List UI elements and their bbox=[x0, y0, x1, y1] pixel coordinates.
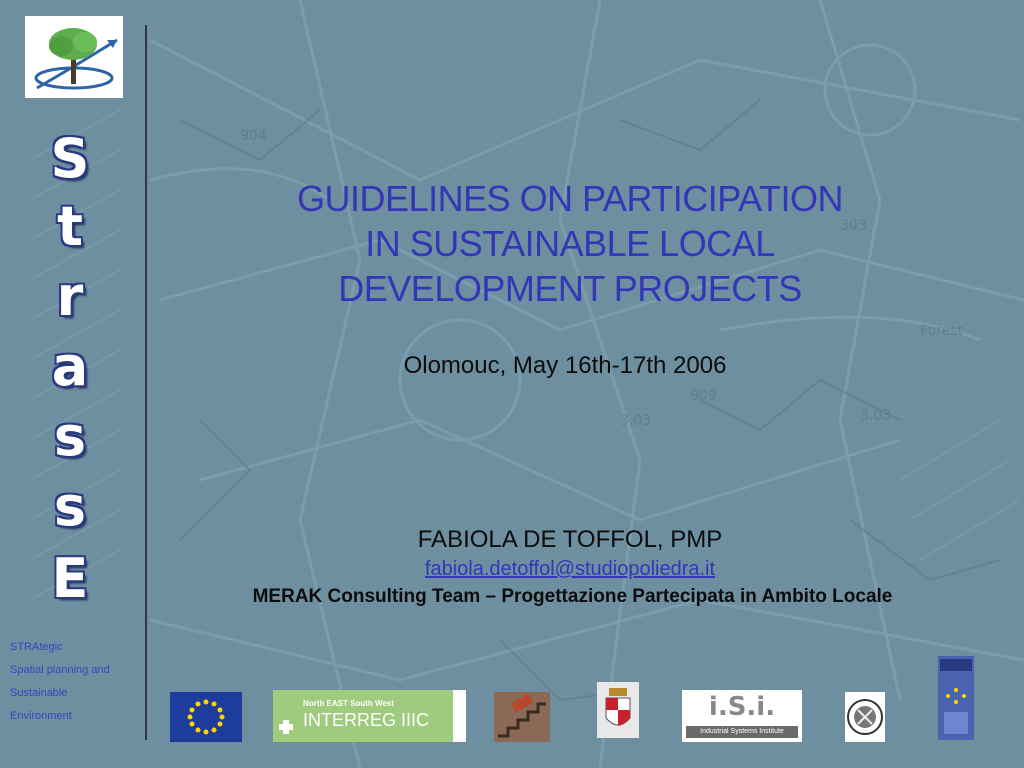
eu-flag-logo bbox=[170, 692, 242, 742]
title-line: IN SUSTAINABLE LOCAL bbox=[365, 223, 775, 264]
event-date: Olomouc, May 16th-17th 2006 bbox=[403, 352, 727, 379]
sidebar-letter-4: a bbox=[51, 335, 89, 398]
interreg-subtitle: North EAST South West bbox=[303, 699, 394, 708]
team-name: MERAK Consulting Team – Progettazione Partecipata in Ambito Locale bbox=[252, 586, 893, 607]
acronym-line: Sustainable bbox=[10, 687, 68, 699]
sidebar-letter-3: r bbox=[56, 265, 84, 328]
author-name: FABIOLA DE TOFFOL, PMP bbox=[417, 526, 723, 553]
sidebar-divider bbox=[145, 25, 147, 740]
svg-text:3.03: 3.03 bbox=[860, 408, 892, 424]
title-line: GUIDELINES ON PARTICIPATION bbox=[297, 178, 843, 219]
acronym-line: Spatial planning and bbox=[10, 664, 110, 676]
sidebar-letter-5: s bbox=[53, 405, 87, 468]
svg-text:3.03: 3.03 bbox=[620, 413, 652, 429]
acronym-line: STRAtegic bbox=[10, 641, 63, 653]
stairs-logo bbox=[494, 692, 550, 742]
svg-text:303: 303 bbox=[840, 218, 867, 234]
svg-text:Forest: Forest bbox=[920, 323, 963, 339]
bic-logo bbox=[938, 656, 974, 740]
slide-title bbox=[240, 176, 900, 311]
acronym-line: Environment bbox=[10, 710, 72, 722]
title-line: DEVELOPMENT PROJECTS bbox=[338, 268, 802, 309]
interreg-title: INTERREG IIIC bbox=[303, 710, 430, 730]
isi-logo bbox=[682, 690, 802, 742]
university-seal-logo bbox=[845, 692, 885, 742]
isi-logo-subtitle: Industrial Systems Institute bbox=[686, 726, 798, 738]
sidebar-letter-6: s bbox=[53, 475, 87, 538]
author-email-link[interactable]: fabiola.detoffol@studiopoliedra.it bbox=[424, 558, 716, 580]
sidebar-letter-1: S bbox=[50, 127, 90, 190]
sidebar-letter-2: t bbox=[57, 195, 83, 258]
svg-text:909: 909 bbox=[690, 388, 717, 404]
coat-of-arms-logo bbox=[597, 682, 639, 738]
strasse-tree-logo bbox=[25, 16, 123, 98]
project-acronym-expansion bbox=[10, 636, 145, 728]
interreg-logo bbox=[273, 690, 466, 742]
sidebar-letter-7: E bbox=[51, 547, 89, 610]
svg-text:904: 904 bbox=[240, 128, 267, 144]
isi-logo-text: i.S.i. bbox=[708, 692, 776, 722]
